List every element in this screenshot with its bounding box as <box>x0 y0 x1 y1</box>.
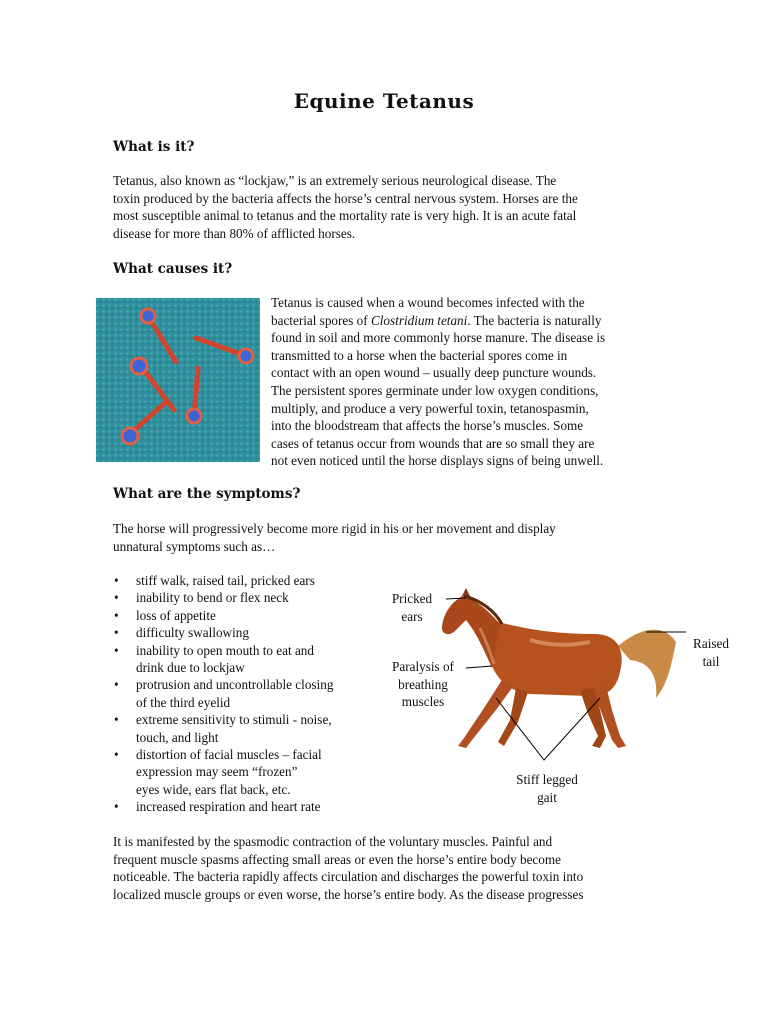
list-item: • inability to open mouth to eat and drink due to lockjaw <box>113 642 373 677</box>
heading-symptoms: What are the symptoms? <box>113 486 301 502</box>
horse-illustration <box>442 588 676 748</box>
list-item: • difficulty swallowing <box>113 624 373 641</box>
annotation-stiff-gait: Stiff legged gait <box>516 772 578 805</box>
heading-what-is-it: What is it? <box>113 139 195 155</box>
paragraph-what-causes-it: Tetanus is caused when a wound becomes infected with the bacterial spores of Clostridium tetani. The bacteria is naturally found in soil and more commonly horse manure. The disease is transmitted to a horse when the bacterial spores come in contact with an open wound – usually deep puncture wounds. The persistent spores germinate under low oxygen conditions, multiply, and produce a very powerful toxin, tetanospasmin, into the bloodstream that affects the horse’s muscles. Some cases of tetanus occur from wounds that are so small they are not even noticed until the horse displays signs of being unwell. <box>271 295 606 469</box>
list-item: • protrusion and uncontrollable closing of the third eyelid <box>113 676 373 711</box>
list-item: • loss of appetite <box>113 607 373 624</box>
paragraph-what-is-it: Tetanus, also known as “lockjaw,” is an extremely serious neurological disease. The toxin produced by the bacteria affects the horse’s central nervous system. Horses are the most susceptible animal to tetanus and the mortality rate is very high. It is an acute fatal disease for more than 80% of afflicted horses. <box>113 173 578 241</box>
list-item: • increased respiration and heart rate <box>113 798 373 815</box>
list-item: • extreme sensitivity to stimuli - noise, touch, and light <box>113 711 373 746</box>
annotation-raised-tail: Raised tail <box>693 636 729 669</box>
annotation-paralysis: Paralysis of breathing muscles <box>392 659 454 710</box>
bacteria-micrograph-image <box>96 298 260 462</box>
leader-line-paralysis <box>466 666 492 668</box>
annotation-pricked-ears: Pricked ears <box>391 591 433 624</box>
symptom-list <box>113 572 373 816</box>
page-title: Equine Tetanus <box>293 89 475 113</box>
paragraph-symptoms-intro: The horse will progressively become more rigid in his or her movement and display unnatural symptoms such as… <box>113 521 556 554</box>
list-item: • inability to bend or flex neck <box>113 589 373 606</box>
heading-what-causes-it: What causes it? <box>113 261 233 277</box>
paragraph-manifestation: It is manifested by the spasmodic contraction of the voluntary muscles. Painful and frequent muscle spasms affecting small areas or even the horse’s entire body become noticeable. The bacteria rapidly affects circulation and discharges the powerful toxin into localized muscle groups or even worse, the horse’s entire body. As the disease progresses <box>113 834 584 902</box>
list-item: • distortion of facial muscles – facial expression may seem “frozen” eyes wide, ears flat back, etc. <box>113 746 373 798</box>
list-item: • stiff walk, raised tail, pricked ears <box>113 572 373 589</box>
